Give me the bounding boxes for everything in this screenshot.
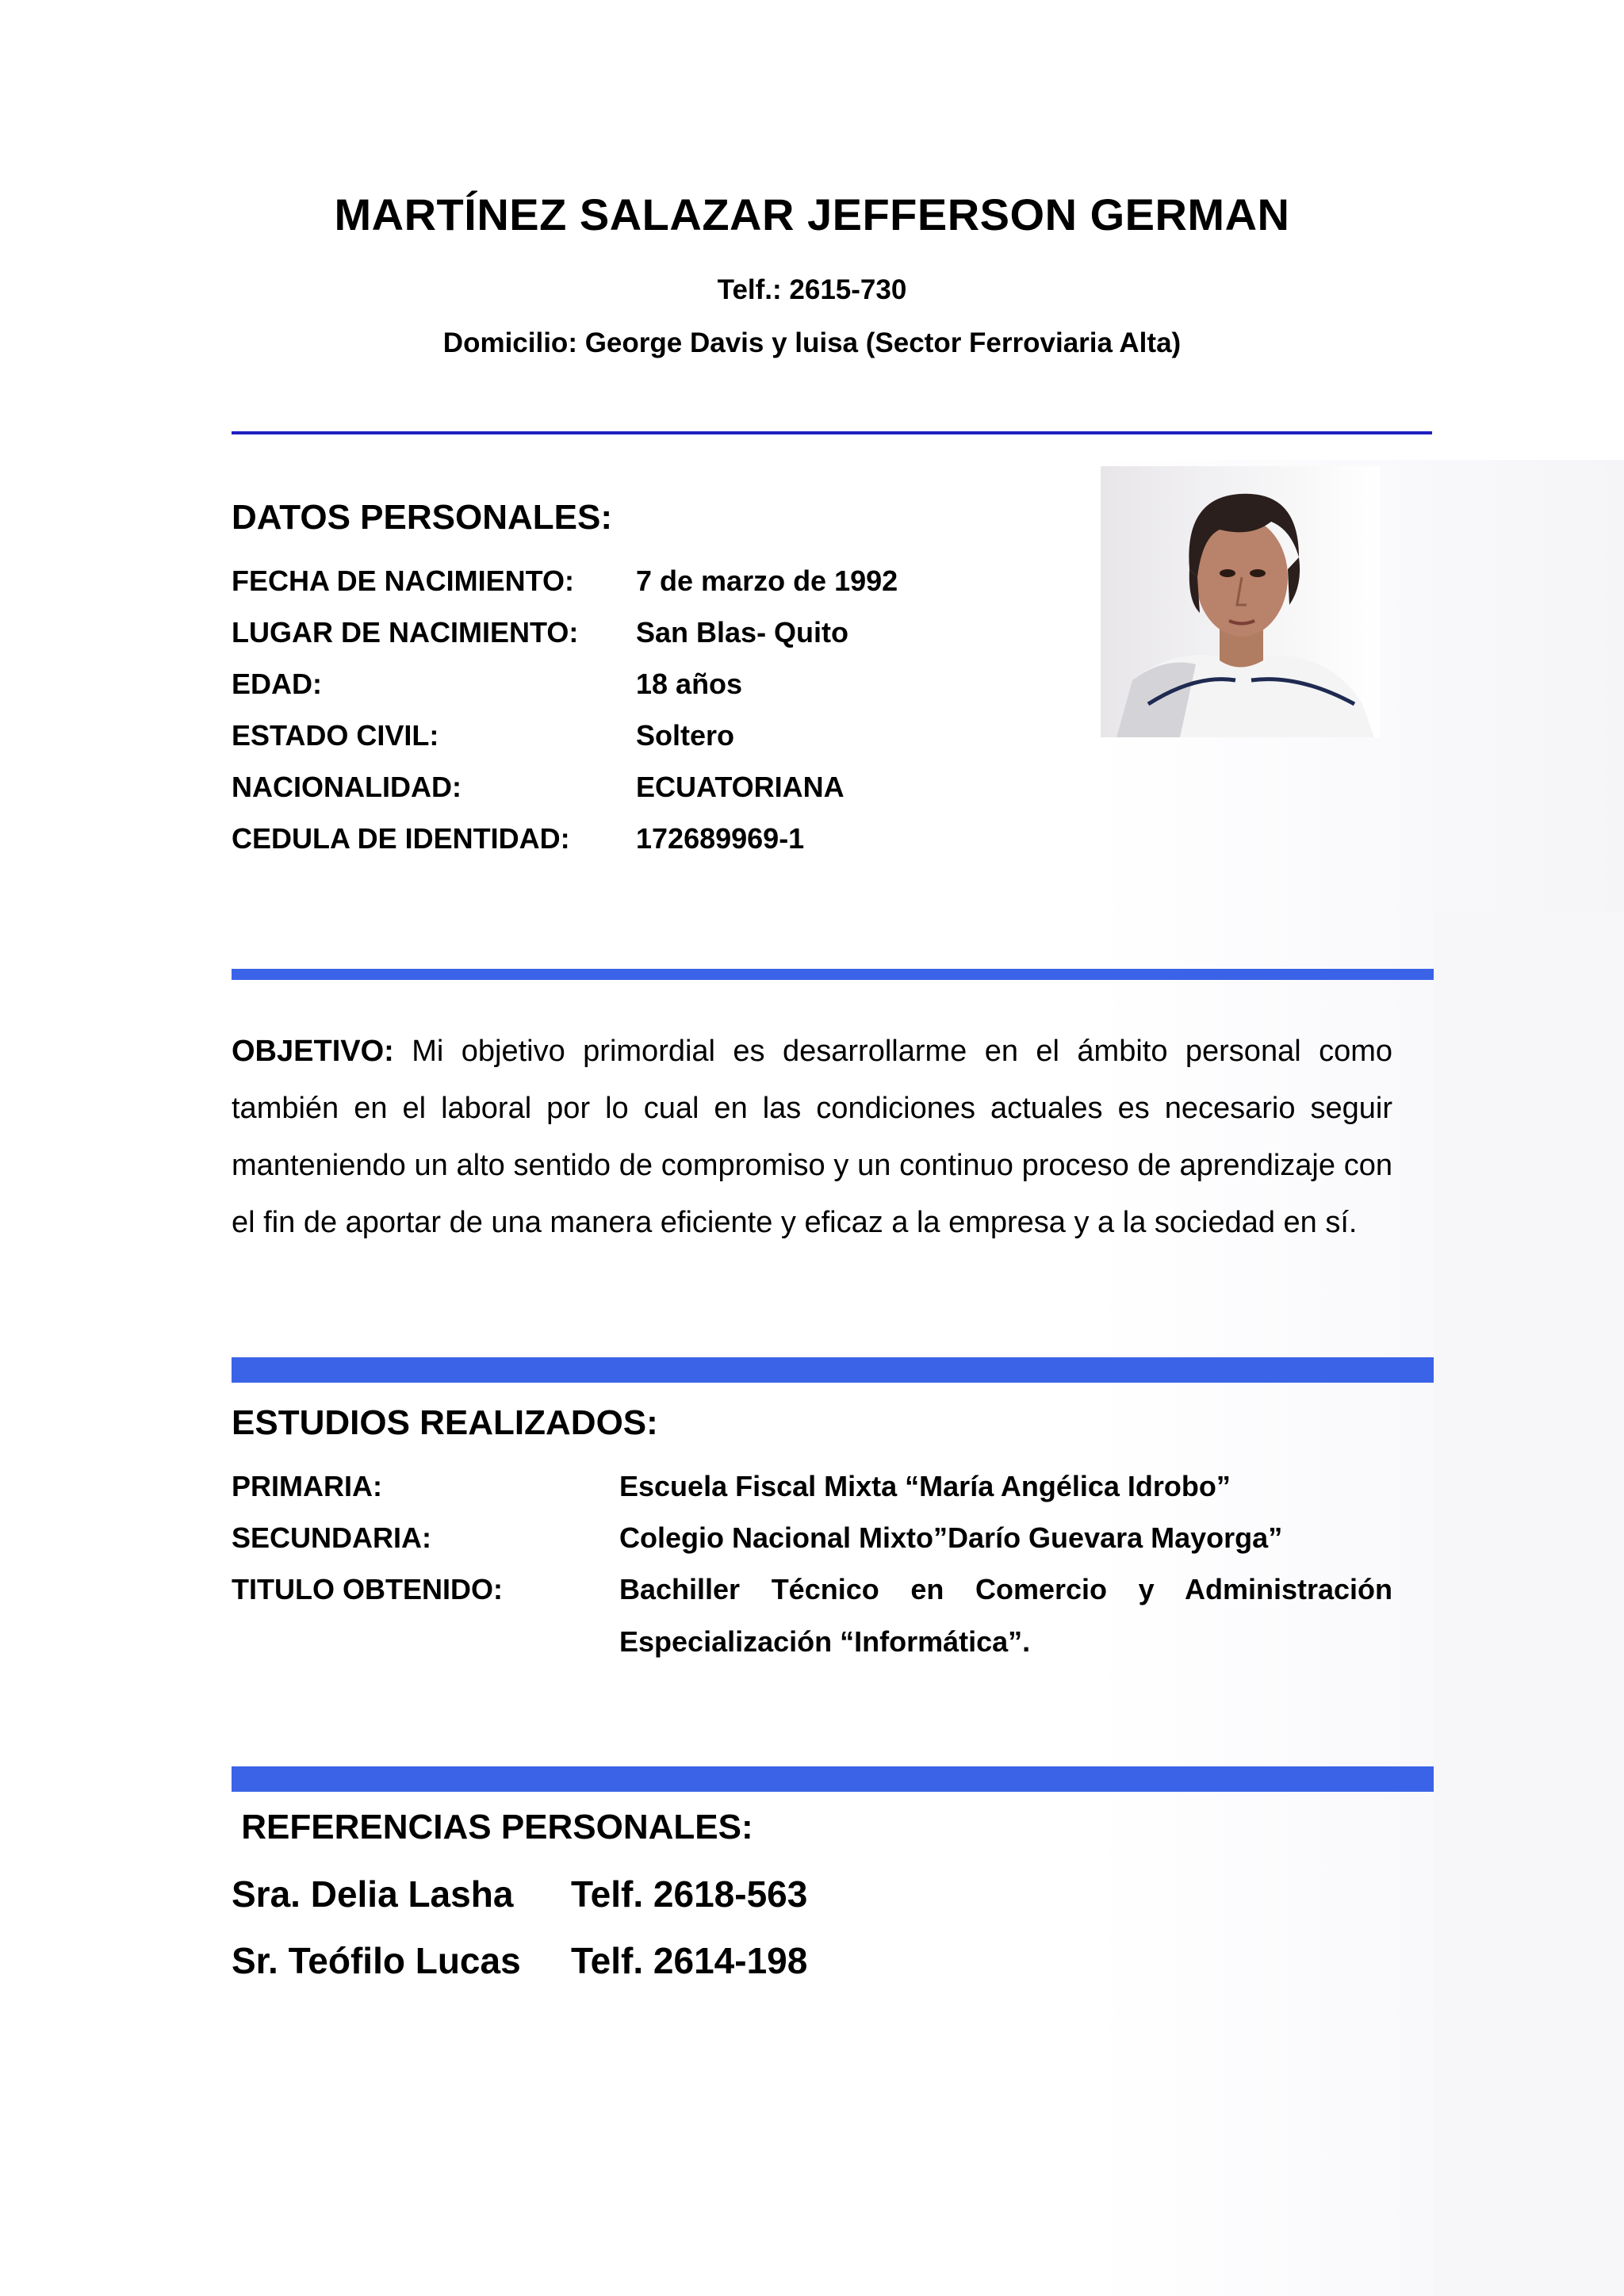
references-title: REFERENCIAS PERSONALES:	[232, 1808, 753, 1846]
primary-value: Escuela Fiscal Mixta “María Angélica Idrobo”	[619, 1470, 1231, 1502]
birth-place-label: LUGAR DE NACIMIENTO:	[232, 616, 579, 649]
reference-phone: Telf. 2618-563	[571, 1873, 808, 1915]
birth-place-value: San Blas- Quito	[636, 616, 849, 649]
section-divider-1	[232, 969, 1434, 980]
section-divider-3	[232, 1766, 1434, 1792]
secondary-value: Colegio Nacional Mixto”Darío Guevara Mayorga”	[619, 1521, 1283, 1554]
studies-title: ESTUDIOS REALIZADOS:	[232, 1403, 658, 1442]
primary-label: PRIMARIA:	[232, 1470, 382, 1502]
secondary-label: SECUNDARIA:	[232, 1521, 431, 1554]
civil-status-value: Soltero	[636, 719, 735, 752]
candidate-name: MARTÍNEZ SALAZAR JEFFERSON GERMAN	[334, 189, 1290, 239]
header-divider	[232, 431, 1432, 434]
phone-number: Telf.: 2615-730	[717, 274, 907, 305]
nationality-value: ECUATORIANA	[636, 771, 845, 803]
degree-value	[619, 1563, 1392, 1668]
nationality-label: NACIONALIDAD:	[232, 771, 462, 803]
portrait-image	[1101, 466, 1380, 737]
age-label: EDAD:	[232, 668, 322, 700]
reference-item	[232, 1939, 808, 1982]
id-card-label: CEDULA DE IDENTIDAD:	[232, 822, 570, 855]
reference-phone: Telf. 2614-198	[571, 1940, 808, 1981]
objective-label: OBJETIVO:	[232, 1035, 394, 1068]
objective-paragraph	[232, 1023, 1392, 1251]
id-card-value: 172689969-1	[636, 822, 805, 855]
profile-photo	[1101, 466, 1380, 737]
degree-line-2: Especialización “Informática”.	[619, 1625, 1031, 1658]
birth-date-label: FECHA DE NACIMIENTO:	[232, 564, 574, 597]
reference-name: Sra. Delia Lasha	[232, 1873, 514, 1915]
background-shade-lower	[1434, 912, 1624, 2296]
age-value: 18 años	[636, 668, 743, 700]
reference-name: Sr. Teófilo Lucas	[232, 1940, 521, 1981]
civil-status-label: ESTADO CIVIL:	[232, 719, 439, 752]
degree-label: TITULO OBTENIDO:	[232, 1573, 503, 1605]
birth-date-value: 7 de marzo de 1992	[636, 564, 898, 597]
home-address: Domicilio: George Davis y luisa (Sector Ferroviaria Alta)	[442, 327, 1182, 358]
personal-data-title: DATOS PERSONALES:	[232, 498, 612, 537]
reference-item	[232, 1873, 808, 1915]
degree-line-1: Bachiller Técnico en Comercio y Administración	[619, 1573, 1392, 1605]
objective-text: Mi objetivo primordial es desarrollarme en el ámbito personal como también en el laboral por lo cual en las condiciones actuales es necesario seguir manteniendo un alto sentido de compromiso y un continuo proceso de aprendizaje con el fin de aportar de una manera eficiente y eficaz a la empresa y a la sociedad en sí.	[232, 1035, 1392, 1239]
section-divider-2	[232, 1357, 1434, 1383]
